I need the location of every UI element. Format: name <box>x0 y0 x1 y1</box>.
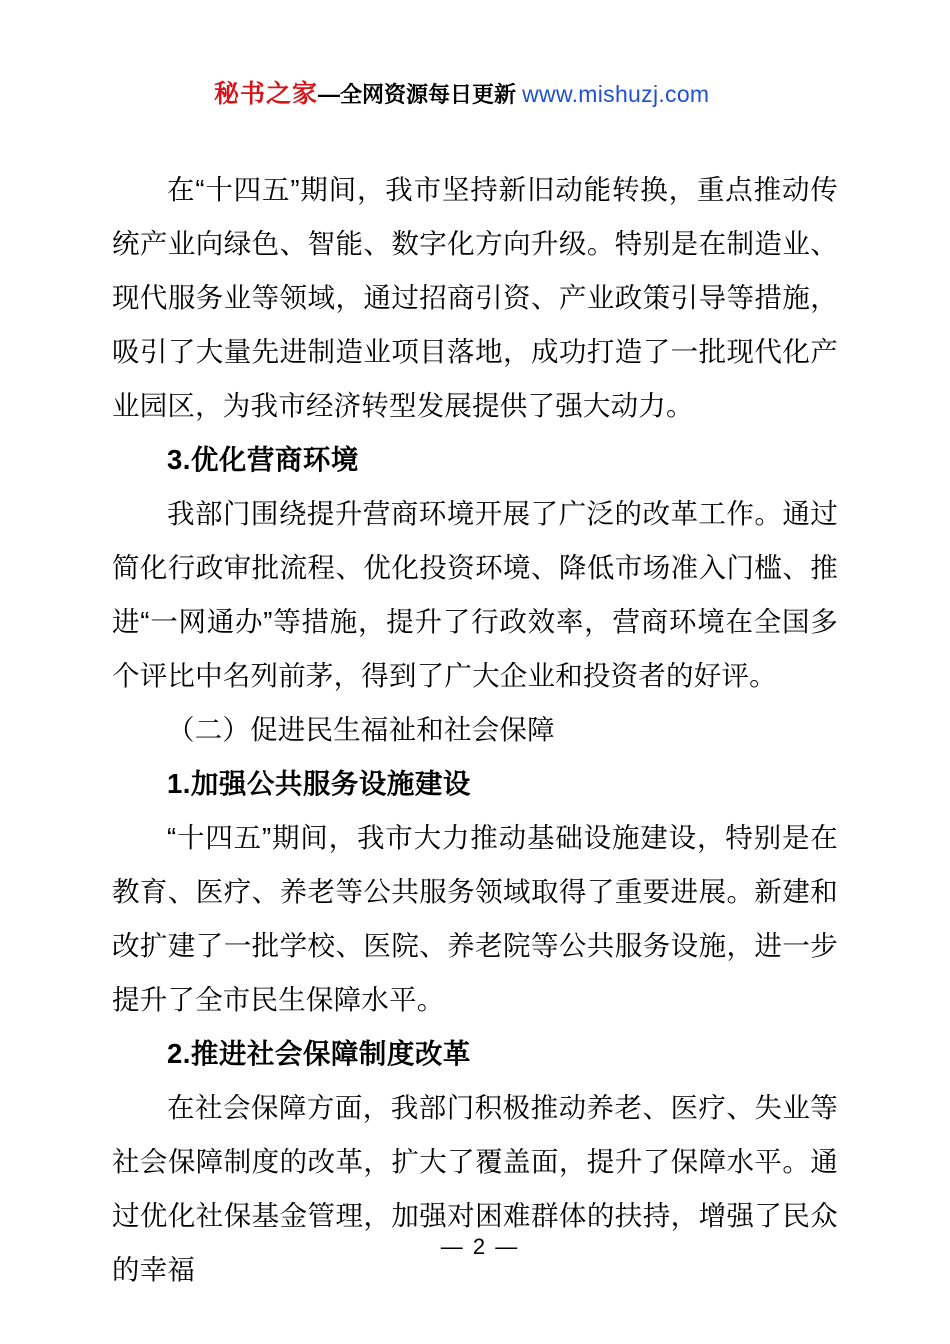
paragraph: 我部门围绕提升营商环境开展了广泛的改革工作。通过简化行政审批流程、优化投资环境、降低市场准入门槛、推进“一网通办”等措施，提升了行政效率，营商环境在全国多个评比中名列前茅，得到了广大企业和投资者的好评。 <box>112 497 838 691</box>
site-brand: 秘书之家 <box>214 80 319 108</box>
paragraph: 在“十四五”期间，我市坚持新旧动能转换，重点推动传统产业向绿色、智能、数字化方向升级。特别是在制造业、现代服务业等领域，通过招商引资、产业政策引导等措施，吸引了大量先进制造业项目落地，成功打造了一批现代化产业园区，为我市经济转型发展提供了强大动力。 <box>112 173 838 421</box>
section-heading: 2.推进社会保障制度改革 <box>167 1037 471 1069</box>
paragraph: 在社会保障方面，我部门积极推动养老、医疗、失业等社会保障制度的改革，扩大了覆盖面，提升了保障水平。通过优化社保基金管理，加强对困难群体的扶持，增强了民众的幸福 <box>112 1091 838 1285</box>
site-watermark-header <box>214 78 838 111</box>
paragraph: （二）促进民生福祉和社会保障 <box>167 713 555 745</box>
document-body <box>112 163 838 1297</box>
page-number: — 2 — <box>440 1234 520 1259</box>
site-url[interactable]: www.mishuzj.com <box>522 81 710 107</box>
section-heading: 1.加强公共服务设施建设 <box>167 767 471 799</box>
site-tagline: —全网资源每日更新 <box>318 82 523 107</box>
section-heading: 3.优化营商环境 <box>167 443 359 475</box>
paragraph: “十四五”期间，我市大力推动基础设施建设，特别是在教育、医疗、养老等公共服务领域取得了重要进展。新建和改扩建了一批学校、医院、养老院等公共服务设施，进一步提升了全市民生保障水平。 <box>112 821 838 1015</box>
